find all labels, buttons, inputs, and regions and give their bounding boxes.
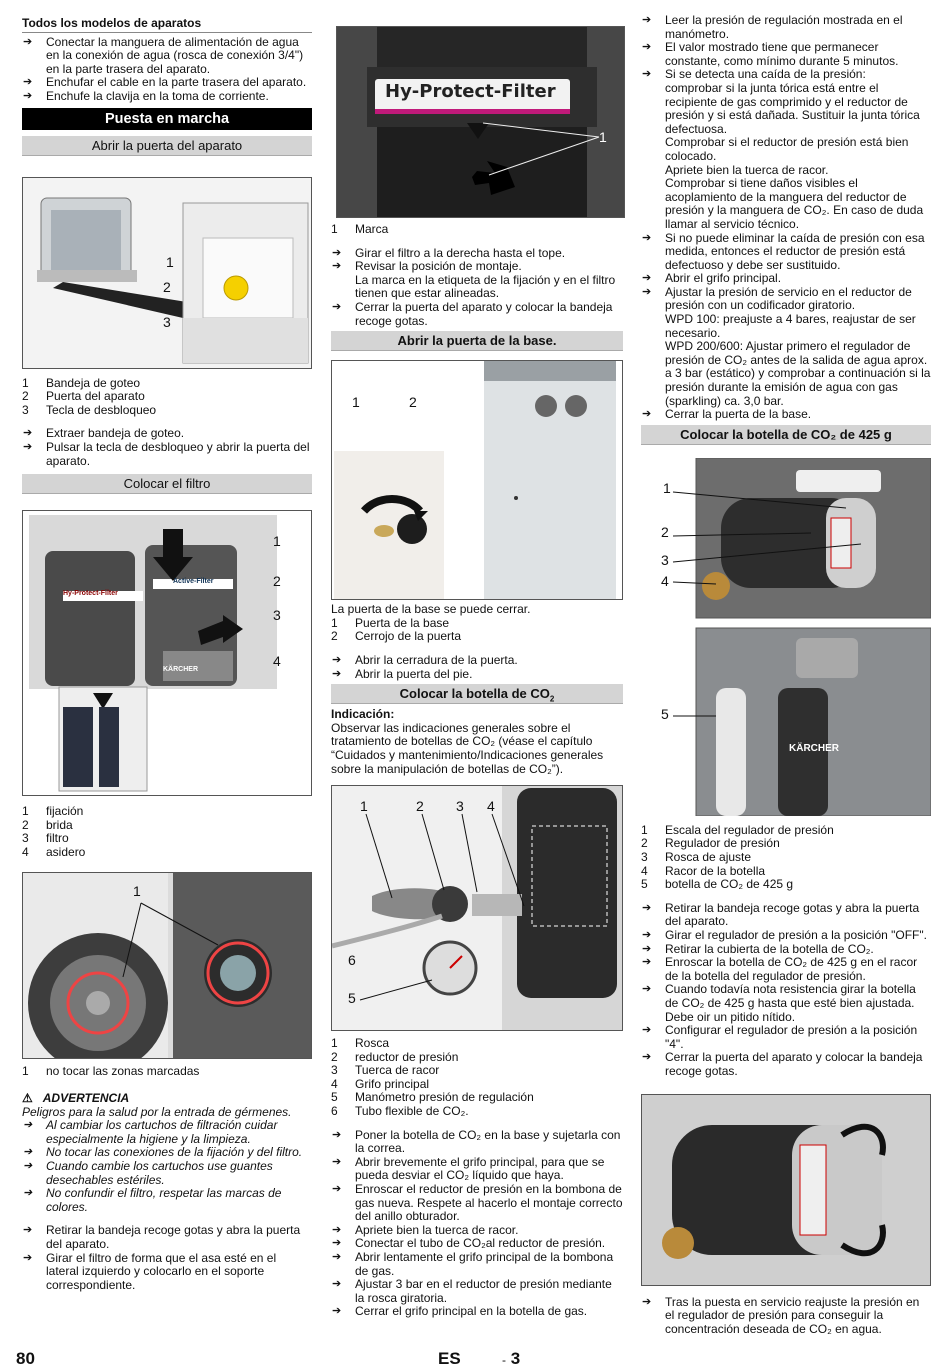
legend-row	[641, 824, 931, 838]
warning-intro: Peligros para la salud por la entrada de gérmenes.	[22, 1104, 292, 1119]
section-title: Puesta en marcha	[22, 108, 312, 130]
language-code: ES	[438, 1349, 461, 1368]
step-item: ➔ Poner la botella de CO₂ en la base y sujetarla con la correa.	[331, 1129, 623, 1156]
legend-filter	[22, 805, 312, 859]
callout-label: 4	[273, 653, 281, 670]
callout-label: 5	[661, 705, 669, 722]
figure-filter-mark-illustration	[337, 27, 624, 217]
callout-label: 3	[163, 313, 171, 330]
note-title: Indicación:	[331, 707, 395, 722]
legend-text: Tecla de desbloqueo	[46, 402, 157, 417]
step-item: ➔ El valor mostrado tiene que permanecer constante, como mínimo durante 5 minutos.	[641, 41, 931, 68]
step-item: ➔ Extraer bandeja de goteo.	[22, 427, 312, 441]
callout-label: 1	[352, 394, 360, 411]
callout-label: 2	[409, 394, 417, 411]
step-item: ➔ Cerrar el grifo principal en la botella de gas.	[331, 1305, 623, 1319]
legend-row	[22, 846, 312, 860]
step-item: ➔ Enroscar el reductor de presión en la bombona de gas nueva. Respete al hacerlo el montaje correcto del anillo obturador.	[331, 1183, 623, 1224]
legend-number: 5	[331, 1090, 338, 1105]
legend-text: Rosca de ajuste	[665, 850, 752, 864]
step-item: ➔ Girar el regulador de presión a la posición "OFF".	[641, 929, 931, 943]
warning-title	[22, 1092, 312, 1106]
legend-number: 1	[331, 1036, 338, 1051]
legend-row	[331, 1078, 623, 1092]
legend-number: 2	[22, 817, 29, 832]
step-item: ➔ Enchufar el cable en la parte trasera del aparato.	[22, 76, 312, 90]
callout-label: 3	[661, 551, 669, 568]
step-note: WPD 200/600: Ajustar primero el regulador de presión de CO₂ antes de la salida de agua aprox. a 3 bar (estático) y comprobar a continuación si la presión durante la emisión de agua con gas (sparkling) ca. 3,0 bar.	[665, 339, 931, 408]
step-item: ➔ Retirar la bandeja recoge gotas y abra la puerta del aparato.	[641, 902, 931, 929]
figure-co2-regulator	[331, 785, 623, 1031]
legend-row	[22, 805, 312, 819]
step-item: ➔ Abrir el grifo principal.	[641, 272, 931, 286]
legend-number: 1	[22, 804, 29, 819]
subheading-filter: Colocar el filtro	[22, 474, 312, 494]
figure-pressure-adjust-illustration	[642, 1095, 931, 1285]
legend-row	[641, 878, 931, 892]
step-item: ➔ Configurar el regulador de presión a la posición "4".	[641, 1024, 931, 1051]
legend-text: reductor de presión	[355, 1049, 459, 1064]
step-item: ➔ Revisar la posición de montaje.	[331, 260, 623, 274]
legend-number: 2	[641, 836, 648, 851]
legend-number: 3	[641, 850, 648, 864]
step-item: ➔ Conectar la manguera de alimentación de agua en la conexión de agua (rosca de conexión 3/4") en la parte trasera del aparato.	[22, 36, 312, 77]
legend-number: 3	[22, 402, 29, 417]
figure-base-door	[331, 360, 623, 600]
legend-text: botella de CO₂ de 425 g	[665, 877, 794, 892]
page-reference-number: 3	[510, 1349, 521, 1368]
warning-icon: ⚠	[22, 1091, 33, 1106]
legend-number: 1	[22, 1063, 29, 1078]
step-item: ➔ Abrir lentamente el grifo principal de la bombona de gas.	[331, 1251, 623, 1278]
step-item: ➔ Abrir la puerta del pie.	[331, 668, 623, 682]
legend-row	[22, 819, 312, 833]
legend-row	[641, 865, 931, 879]
legend-text: Cerrojo de la puerta	[355, 629, 462, 644]
callout-label: 1	[133, 882, 141, 899]
column-middle	[331, 223, 623, 1319]
brand-text: KÄRCHER	[163, 666, 198, 674]
column-right	[641, 14, 931, 1336]
brand-text: KÄRCHER	[789, 742, 839, 754]
legend-base-door	[331, 617, 623, 644]
figure-open-door	[22, 177, 312, 369]
step-item: ➔ Cuando todavía nota resistencia girar la botella de CO₂ de 425 g hasta que esté bien ajustada. Debe oir un pitido nítido.	[641, 983, 931, 1024]
callout-label: 1	[273, 533, 281, 550]
filter-label-text: Hy-Protect-Filter	[385, 81, 556, 102]
legend-co2-bottle	[641, 824, 931, 892]
figure-filter	[22, 510, 312, 796]
step-note: WPD 100: preajuste a 4 bares, reajustar de ser necesario.	[665, 312, 916, 340]
step-item: ➔ Ajustar la presión de servicio en el reductor de presión con un codificador giratorio.	[641, 286, 931, 313]
legend-number: 1	[22, 375, 29, 390]
legend-text: brida	[46, 817, 73, 832]
step-item: ➔ Abrir la cerradura de la puerta.	[331, 654, 623, 668]
step-item: ➔ Cerrar la puerta del aparato y colocar la bandeja recoge gotas.	[331, 301, 623, 328]
step-item: ➔ Enroscar la botella de CO₂ de 425 g en el racor de la botella del regulador de presión.	[641, 956, 931, 983]
legend-text: Racor de la botella	[665, 863, 766, 878]
legend-number: 5	[641, 877, 648, 892]
figure-filter-mark	[336, 26, 625, 218]
legend-number: 1	[331, 615, 338, 630]
legend-text: Tubo flexible de CO₂.	[355, 1104, 469, 1119]
legend-text: fijación	[46, 804, 84, 819]
callout-label: 2	[661, 523, 669, 540]
figure-co2-bottle	[641, 458, 931, 816]
warning-block	[22, 1092, 312, 1214]
legend-text: Puerta del aparato	[46, 389, 145, 404]
note-text: Observar las indicaciones generales sobre el tratamiento de botellas de CO₂ (véase el capítulo “Cuidados y mantenimiento/Indicaciones generales sobre la manipulación de botellas de CO₂”).	[331, 720, 604, 776]
subheading-open-door: Abrir la puerta del aparato	[22, 136, 312, 156]
legend-row	[641, 837, 931, 851]
legend-text: Rosca	[355, 1036, 390, 1051]
legend-number: 4	[22, 844, 29, 859]
subheading-co2	[331, 684, 623, 704]
figure-no-touch-illustration	[23, 873, 312, 1058]
callout-label: 2	[273, 573, 281, 590]
column-left	[22, 17, 312, 1292]
figure-open-door-illustration	[23, 178, 312, 368]
step-note: Comprobar si el reductor de presión está bien colocado.	[665, 135, 909, 163]
legend-number: 2	[331, 1049, 338, 1064]
heading-all-models: Todos los modelos de aparatos	[22, 17, 312, 33]
legend-text: filtro	[46, 831, 69, 846]
legend-number: 4	[641, 863, 648, 878]
subheading-base: Abrir la puerta de la base.	[331, 331, 623, 351]
figure-no-touch	[22, 872, 312, 1059]
legend-text: Grifo principal	[355, 1076, 430, 1091]
step-item: ➔ Si se detecta una caída de la presión:	[641, 68, 931, 82]
page-reference	[502, 1349, 521, 1368]
step-item: ➔ Cerrar la puerta del aparato y colocar la bandeja recoge gotas.	[641, 1051, 931, 1078]
step-item: ➔ Retirar la bandeja recoge gotas y abra la puerta del aparato.	[22, 1224, 312, 1251]
legend-number: 2	[331, 629, 338, 644]
legend-row	[331, 1064, 623, 1078]
base-note: La puerta de la base se puede cerrar.	[331, 602, 531, 617]
step-item: ➔ Girar el filtro a la derecha hasta el tope.	[331, 247, 623, 261]
legend-text: Puerta de la base	[355, 615, 450, 630]
step-item: ➔ Tras la puesta en servicio reajuste la presión en el regulador de presión para conseguir la concentración deseada de CO₂ en agua.	[641, 1296, 931, 1337]
page-number: 80	[16, 1349, 35, 1368]
step-item: ➔ Leer la presión de regulación mostrada en el manómetro.	[641, 14, 931, 41]
legend-row	[331, 1105, 623, 1119]
legend-row	[22, 390, 312, 404]
legend-row	[331, 1091, 623, 1105]
legend-text: Manómetro presión de regulación	[355, 1090, 534, 1105]
step-item: ➔ Enchufe la clavija en la toma de corriente.	[22, 90, 312, 104]
legend-row	[22, 1065, 312, 1079]
legend-row	[641, 851, 931, 865]
step-item: ➔ Conectar el tubo de CO₂al reductor de presión.	[331, 1237, 623, 1251]
legend-co2-regulator	[331, 1037, 623, 1119]
step-item: ➔ Si no puede eliminar la caída de presión con esa medida, entonces el reductor de presión está defectuoso y debe ser sustituido.	[641, 232, 931, 273]
figure-co2-regulator-illustration	[332, 786, 623, 1030]
warning-item: ➔ Cuando cambie los cartuchos use guantes desechables estériles.	[22, 1160, 312, 1187]
subheading-bottle: Colocar la botella de CO₂ de 425 g	[641, 425, 931, 445]
legend-row	[331, 1051, 623, 1065]
figure-filter-illustration	[23, 511, 312, 795]
callout-label: 1	[166, 253, 174, 270]
legend-number: 1	[641, 822, 648, 837]
legend-row	[331, 1037, 623, 1051]
legend-text: Regulador de presión	[665, 836, 780, 851]
callout-label: 3	[456, 798, 464, 815]
legend-text: Bandeja de goteo	[46, 375, 141, 390]
figure-pressure-adjust	[641, 1094, 931, 1286]
callout-label: 1	[360, 798, 368, 815]
step-item: ➔ Apriete bien la tuerca de racor.	[331, 1224, 623, 1238]
callout-label: 1	[663, 479, 671, 496]
step-item: ➔ Girar el filtro de forma que el asa esté en el lateral izquierdo y colocarlo en el soporte correspondiente.	[22, 1252, 312, 1293]
warning-item: ➔ No confundir el filtro, respetar las marcas de colores.	[22, 1187, 312, 1214]
callout-label: 4	[487, 798, 495, 815]
warning-item: ➔ Al cambiar los cartuchos de filtración cuidar especialmente la higiene y la limpieza.	[22, 1119, 312, 1146]
step-item: ➔ Abrir brevemente el grifo principal, para que se pueda desviar el CO₂ líquido que haya.	[331, 1156, 623, 1183]
legend-number: 2	[22, 389, 29, 404]
step-item: ➔ Pulsar la tecla de desbloqueo y abrir la puerta del aparato.	[22, 441, 312, 468]
callout-label: 3	[273, 607, 281, 624]
legend-open-door	[22, 377, 312, 418]
callout-label: 5	[348, 990, 356, 1007]
filter-label-text: Active-Filter	[173, 578, 214, 586]
legend-row	[22, 377, 312, 391]
legend-text: Marca	[355, 222, 389, 236]
legend-row	[22, 832, 312, 846]
callout-label: 6	[348, 952, 356, 969]
step-item: ➔ Ajustar 3 bar en el reductor de presión mediante la rosca giratoria.	[331, 1278, 623, 1305]
legend-text: Tuerca de racor	[355, 1063, 440, 1078]
legend-filter-mark	[331, 223, 623, 237]
legend-number: 1	[331, 222, 338, 236]
callout-label: 2	[163, 278, 171, 295]
legend-row	[331, 223, 623, 237]
subheading-co2-sub: 2	[549, 694, 555, 704]
step-item: ➔ Retirar la cubierta de la botella de CO₂.	[641, 943, 931, 957]
callout-label: 1	[599, 129, 607, 145]
legend-row	[331, 630, 623, 644]
legend-number: 3	[331, 1063, 338, 1078]
legend-text: asidero	[46, 844, 86, 859]
figure-co2-bottle-illustration	[641, 458, 931, 816]
legend-row	[22, 404, 312, 418]
step-note: Comprobar si tiene daños visibles el acoplamiento de la manguera del reductor de presión y la manguera de CO₂. En caso de duda llamar al servicio técnico.	[665, 176, 924, 231]
legend-no-touch	[22, 1065, 312, 1079]
step-item: ➔ Cerrar la puerta de la base.	[641, 408, 931, 422]
legend-number: 3	[22, 831, 29, 846]
step-note: Apriete bien la tuerca de racor.	[665, 162, 829, 177]
steps-connect	[22, 36, 312, 104]
warning-item: ➔ No tocar las conexiones de la fijación y del filtro.	[22, 1146, 312, 1160]
page-reference-dash: -	[502, 1353, 506, 1367]
legend-number: 6	[331, 1104, 338, 1119]
step-note: comprobar si la junta tórica está entre el recipiente de gas comprimido y el reductor de presión y si está dañada. Sustituir la junta tórica defectuosa.	[665, 80, 920, 136]
step-note: La marca en la etiqueta de la fijación y en el filtro tienen que estar alineadas.	[355, 272, 616, 301]
legend-number: 4	[331, 1076, 338, 1091]
warning-title-text: ADVERTENCIA	[42, 1091, 130, 1106]
callout-label: 4	[661, 572, 669, 589]
legend-text: Escala del regulador de presión	[665, 822, 834, 837]
figure-base-door-illustration	[332, 361, 623, 599]
filter-label-text: Hy-Protect-Filter	[63, 590, 118, 598]
subheading-co2-text: Colocar la botella de CO	[399, 686, 550, 702]
legend-text: no tocar las zonas marcadas	[46, 1063, 200, 1078]
callout-label: 2	[416, 798, 424, 815]
legend-row	[331, 617, 623, 631]
